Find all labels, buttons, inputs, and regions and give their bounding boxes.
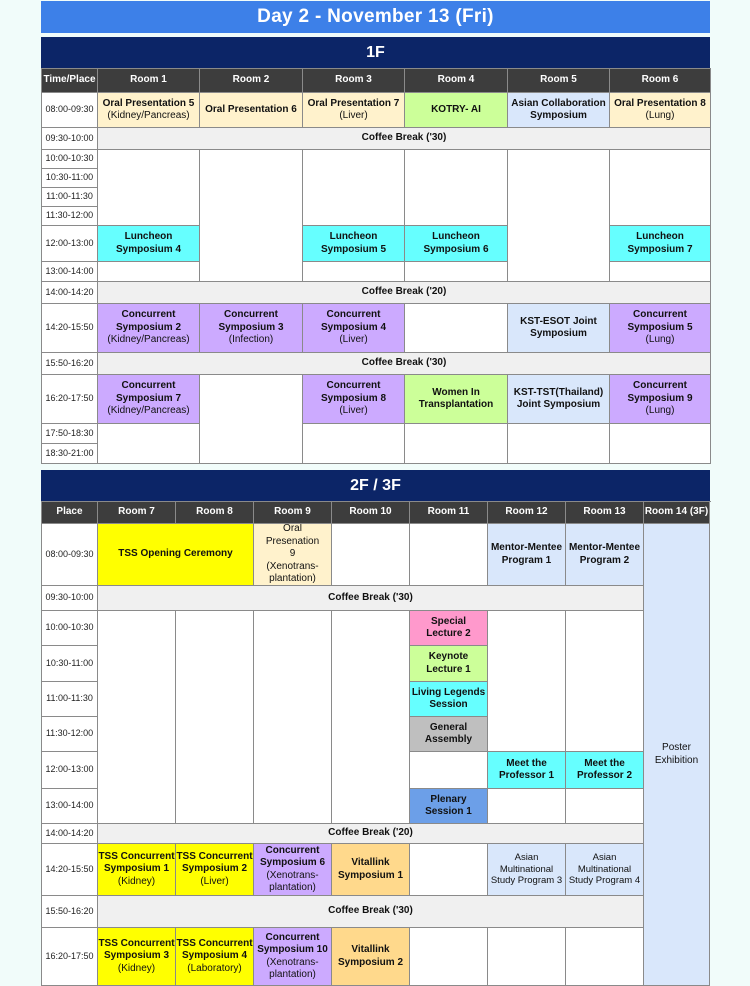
session-tss-opening-ceremony[interactable] (98, 524, 254, 586)
header-room-10: Room 10 (332, 502, 410, 524)
session-subtitle: (Liver) (339, 405, 368, 417)
session-title: Asian Collaboration Symposium (511, 97, 606, 121)
session-asian-multinational-study-4[interactable] (566, 844, 644, 896)
time-slot: 13:00-14:00 (42, 789, 98, 824)
session-title: KST-TST(Thailand) Joint Symposium (513, 386, 604, 410)
session-title: Concurrent Symposium 8 (320, 380, 387, 404)
header-room-4: Room 4 (405, 69, 508, 93)
session-title: Luncheon Symposium 4 (115, 231, 182, 255)
session-title: Concurrent Symposium 4 (320, 309, 387, 333)
empty-slot (410, 844, 488, 896)
session-title: Luncheon Symposium 5 (320, 231, 387, 255)
empty-slot (332, 611, 410, 824)
empty-slot (566, 611, 644, 752)
session-concurrent-symposium-2[interactable] (98, 304, 200, 353)
empty-slot (176, 611, 254, 824)
empty-slot (332, 524, 410, 586)
header-room-13: Room 13 (566, 502, 644, 524)
coffee-break: Coffee Break ('30) (98, 586, 644, 611)
empty-slot (200, 150, 303, 282)
header-room-7: Room 7 (98, 502, 176, 524)
time-slot: 14:20-15:50 (42, 304, 98, 353)
session-title: Oral Presentation 8 (614, 97, 706, 109)
session-subtitle: (Kidney/Pancreas) (107, 110, 190, 121)
session-luncheon-symposium-5[interactable] (303, 226, 405, 262)
session-mentor-mentee-program-1[interactable] (488, 524, 566, 586)
session-title: Asian Multinational Study Program 4 (568, 851, 641, 887)
time-slot: 15:50-16:20 (42, 353, 98, 375)
session-vitallink-symposium-2[interactable] (332, 928, 410, 986)
session-tss-concurrent-symposium-4[interactable] (176, 928, 254, 986)
session-title: Special Lecture 2 (426, 615, 471, 639)
session-oral-presentation-5[interactable] (98, 93, 200, 128)
time-slot: 10:00-10:30 (42, 150, 98, 169)
session-concurrent-symposium-3[interactable] (200, 304, 303, 353)
empty-slot (488, 928, 566, 986)
session-title: Concurrent Symposium 3 (218, 309, 284, 333)
session-title: Concurrent Symposium 7 (115, 380, 182, 404)
session-subtitle: (Lung) (645, 110, 675, 121)
empty-slot (405, 262, 508, 282)
session-title: TSS Concurrent Symposium 4 (176, 937, 253, 962)
session-concurrent-symposium-9[interactable] (610, 375, 711, 424)
session-title: TSS Concurrent Symposium 2 (176, 850, 253, 875)
empty-slot (405, 304, 508, 353)
time-slot: 13:00-14:00 (42, 262, 98, 282)
floor-2f-3f-banner: 2F / 3F (41, 470, 710, 501)
session-title: Concurrent Symposium 6 (259, 844, 326, 868)
session-subtitle: (Kidney/Pancreas) (107, 334, 190, 346)
schedule-table-1f (41, 68, 711, 464)
empty-slot (303, 424, 405, 464)
empty-slot (410, 752, 488, 789)
session-title: KST-ESOT Joint Symposium (520, 315, 597, 339)
session-oral-presentation-9[interactable] (254, 524, 332, 586)
session-title: Mentor-Mentee Program 2 (568, 542, 641, 566)
session-title: TSS Opening Ceremony (118, 548, 233, 560)
session-kst-tst-joint[interactable] (508, 375, 610, 424)
session-concurrent-symposium-10[interactable] (254, 928, 332, 986)
session-subtitle: (Liver) (339, 110, 368, 121)
coffee-break: Coffee Break ('20) (98, 282, 711, 304)
empty-slot (610, 150, 711, 226)
session-concurrent-symposium-6[interactable] (254, 844, 332, 896)
time-slot: 16:20-17:50 (42, 928, 98, 986)
time-slot: 12:00-13:00 (42, 226, 98, 262)
empty-slot (303, 262, 405, 282)
time-slot: 15:50-16:20 (42, 896, 98, 928)
session-tss-concurrent-symposium-3[interactable] (98, 928, 176, 986)
session-title: Asian Multinational Study Program 3 (490, 851, 563, 887)
header-place: Place (42, 502, 98, 524)
time-slot: 08:00-09:30 (42, 524, 98, 586)
session-asian-collaboration[interactable] (508, 93, 610, 128)
time-slot: 10:00-10:30 (42, 611, 98, 646)
session-title: TSS Concurrent Symposium 1 (98, 850, 175, 875)
time-slot: 11:00-11:30 (42, 188, 98, 207)
empty-slot (410, 928, 488, 986)
session-subtitle: (Xenotrans-plantation) (266, 956, 319, 980)
session-oral-presentation-7[interactable] (303, 93, 405, 128)
session-title: KOTRY- AI (431, 103, 481, 115)
session-luncheon-symposium-7[interactable] (610, 226, 711, 262)
empty-slot (610, 262, 711, 282)
session-title: Luncheon Symposium 6 (423, 231, 489, 255)
coffee-break: Coffee Break ('30) (98, 896, 644, 928)
time-slot: 14:00-14:20 (42, 282, 98, 304)
empty-slot (508, 150, 610, 282)
session-title: Concurrent Symposium 9 (627, 380, 693, 404)
session-luncheon-symposium-6[interactable] (405, 226, 508, 262)
session-title: Concurrent Symposium 5 (627, 309, 693, 333)
header-room-5: Room 5 (508, 69, 610, 93)
empty-slot (405, 424, 508, 464)
empty-slot (303, 150, 405, 226)
empty-slot (488, 611, 566, 752)
session-title: Vitallink Symposium 1 (337, 857, 404, 881)
session-title: Women In Transplantation (418, 386, 494, 410)
session-title: Plenary Session 1 (425, 793, 472, 817)
session-subtitle: (Liver) (339, 334, 368, 346)
session-keynote-lecture-1[interactable] (410, 646, 488, 682)
empty-slot (405, 150, 508, 226)
time-slot: 11:30-12:00 (42, 207, 98, 226)
time-slot: 09:30-10:00 (42, 586, 98, 611)
session-vitallink-symposium-1[interactable] (332, 844, 410, 896)
empty-slot (566, 928, 644, 986)
empty-slot (254, 611, 332, 824)
session-poster-exhibition[interactable] (644, 524, 710, 986)
time-slot: 14:00-14:20 (42, 824, 98, 844)
empty-slot (610, 424, 711, 464)
empty-slot (98, 424, 200, 464)
session-concurrent-symposium-4[interactable] (303, 304, 405, 353)
session-oral-presentation-6[interactable] (200, 93, 303, 128)
header-room-2: Room 2 (200, 69, 303, 93)
session-concurrent-symposium-8[interactable] (303, 375, 405, 424)
session-subtitle: (Infection) (228, 334, 274, 346)
time-slot: 11:30-12:00 (42, 717, 98, 752)
session-title: Meet the Professor 1 (498, 757, 555, 781)
header-time-place: Time/Place (42, 69, 98, 93)
header-room-11: Room 11 (410, 502, 488, 524)
session-kotry-ai[interactable] (405, 93, 508, 128)
time-slot: 10:30-11:00 (42, 169, 98, 188)
session-title: Living Legends Session (411, 686, 486, 710)
session-title: Oral Presentation 7 (307, 97, 400, 109)
coffee-break: Coffee Break ('20) (98, 824, 644, 844)
empty-slot (488, 789, 566, 824)
empty-slot (410, 524, 488, 586)
time-slot: 08:00-09:30 (42, 93, 98, 128)
empty-slot (566, 789, 644, 824)
session-plenary-session-1[interactable] (410, 789, 488, 824)
header-room-9: Room 9 (254, 502, 332, 524)
time-slot: 18:30-21:00 (42, 444, 98, 464)
session-subtitle: (Lung) (645, 405, 675, 417)
session-special-lecture-2[interactable] (410, 611, 488, 646)
session-subtitle: (Lung) (645, 334, 675, 346)
session-subtitle: (Kidney) (117, 962, 156, 974)
empty-slot (98, 150, 200, 226)
session-title: Luncheon Symposium 7 (627, 231, 693, 255)
header-room-14: Room 14 (3F) (644, 502, 710, 524)
floor-1f-banner: 1F (41, 37, 710, 68)
session-concurrent-symposium-5[interactable] (610, 304, 711, 353)
header-room-6: Room 6 (610, 69, 711, 93)
session-title: Vitallink Symposium 2 (337, 944, 404, 968)
header-room-8: Room 8 (176, 502, 254, 524)
session-women-in-transplantation[interactable] (405, 375, 508, 424)
session-concurrent-symposium-7[interactable] (98, 375, 200, 424)
session-general-assembly[interactable] (410, 717, 488, 752)
session-subtitle: (Kidney/Pancreas) (107, 405, 190, 417)
session-tss-concurrent-symposium-2[interactable] (176, 844, 254, 896)
session-subtitle: (Xenotrans-plantation) (266, 560, 319, 585)
session-living-legends[interactable] (410, 682, 488, 717)
time-slot: 11:00-11:30 (42, 682, 98, 717)
time-slot: 14:20-15:50 (42, 844, 98, 896)
session-subtitle: (Kidney) (117, 875, 156, 887)
empty-slot (98, 262, 200, 282)
header-room-12: Room 12 (488, 502, 566, 524)
coffee-break: Coffee Break ('30) (98, 353, 711, 375)
session-subtitle: (Liver) (200, 875, 229, 887)
session-title: Oral Presentation 5 (102, 97, 195, 109)
session-title: Oral Presentation 6 (205, 103, 297, 115)
empty-slot (200, 375, 303, 464)
page-title: Day 2 - November 13 (Fri) (41, 1, 710, 33)
session-title: Concurrent Symposium 2 (115, 309, 182, 333)
session-title: Poster Exhibition (654, 742, 699, 766)
session-tss-concurrent-symposium-1[interactable] (98, 844, 176, 896)
time-slot: 16:20-17:50 (42, 375, 98, 424)
time-slot: 10:30-11:00 (42, 646, 98, 682)
session-subtitle: (Xenotrans-plantation) (266, 869, 319, 893)
session-title: Mentor-Mentee Program 1 (490, 542, 563, 566)
session-title: TSS Concurrent Symposium 3 (98, 937, 175, 962)
empty-slot (98, 611, 176, 824)
time-slot: 17:50-18:30 (42, 424, 98, 444)
session-asian-multinational-study-3[interactable] (488, 844, 566, 896)
empty-slot (508, 424, 610, 464)
time-slot: 09:30-10:00 (42, 128, 98, 150)
time-slot: 12:00-13:00 (42, 752, 98, 789)
session-kst-esot-joint[interactable] (508, 304, 610, 353)
coffee-break: Coffee Break ('30) (98, 128, 711, 150)
header-room-3: Room 3 (303, 69, 405, 93)
header-room-1: Room 1 (98, 69, 200, 93)
session-title: Concurrent Symposium 10 (257, 931, 328, 955)
session-title: Meet the Professor 2 (576, 757, 633, 781)
session-title: General Assembly (424, 721, 473, 745)
session-title: Keynote Lecture 1 (426, 651, 471, 675)
session-mentor-mentee-program-2[interactable] (566, 524, 644, 586)
session-meet-the-professor-2[interactable] (566, 752, 644, 789)
session-title: Oral Presenation 9 (265, 524, 320, 560)
session-luncheon-symposium-4[interactable] (98, 226, 200, 262)
session-meet-the-professor-1[interactable] (488, 752, 566, 789)
session-subtitle: (Laboratory) (187, 962, 242, 974)
schedule-table-2f-3f (41, 501, 711, 986)
session-oral-presentation-8[interactable] (610, 93, 711, 128)
